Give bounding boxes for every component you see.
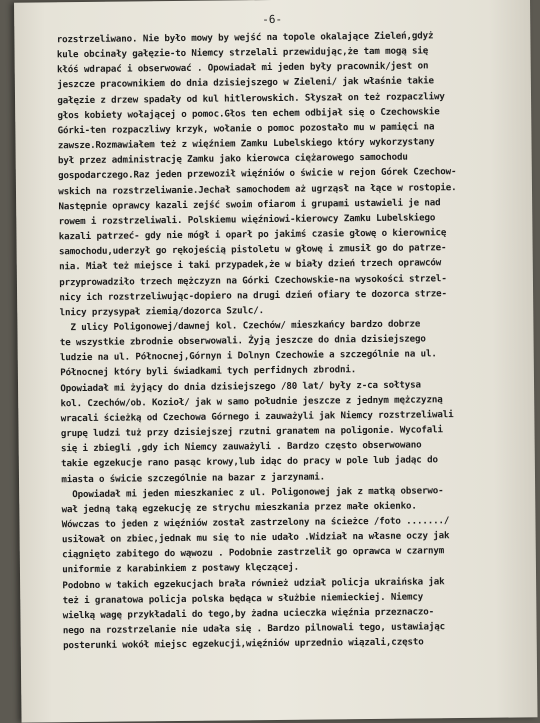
text-line: rowem i rozstrzeliwali. Polskiemu więźniowi-kierowcy Zamku Lubelskiego [26,212,436,228]
typewritten-page [14,0,538,723]
text-line: też i granatowa policja polska będąca w służbie niemieckiej. Niemcy [30,591,424,607]
text-line: Opowiadał mi jeden mieszkaniec z ul. Poligonowej jak z matką obserwo- [29,484,444,501]
text-line: rozstrzeliwano. Nie było mowy by wejść na topole okalające Zieleń,gdyż [24,30,434,46]
text-line: Górki-ten rozpaczliwy krzyk, wołanie o pomoc pozostało mu w pamięci na [25,121,435,137]
text-line: nicy ich rozstrzeliwując-dopiero na drugi dzień ofiary te dozorca strze- [27,287,447,304]
text-line: zawsze.Rozmawiałem też z więźniem Zamku Lubelskiego który wykorzystany [25,136,435,152]
text-line: gałęzie z drzew spadały od kul hitlerowskich. Słyszał on też rozpaczliwy [24,90,445,107]
text-line: jeszcze pracownikiem do dnia dzisiejszego w Zieleni/ jak właśnie takie [24,75,434,92]
document-body [24,27,530,654]
text-line: posterunki wokół miejsc egzekucji,więźniów uprzednio wiązali,często [30,636,424,652]
text-line: usiłował on zbiec,jednak mu się to nie udało .Widział na własne oczy jak [29,530,450,546]
text-line: się i zbiegli ,gdy ich Niemcy zauważyli . Bardzo często obserwowano [28,439,422,455]
text-line: uniformie z karabinkiem z postawy klęczącej. [29,562,300,577]
text-line: lnicy przysypał ziemią/dozorca Szulc/. [27,304,265,319]
text-line: wskich na rozstrzeliwanie.Jechał samochodem aż ugrząsł na łące w rostopie. [25,181,457,198]
text-line: Z ulicy Poligonowej/dawnej kol. Czechów/ mieszkańcy bardzo dobrze [27,318,421,334]
text-line: Podobno w takich egzekucjach brała również udział policja ukraińska jak [30,575,445,592]
page-number: -6- [262,12,283,27]
text-line: ciągnięto zabitego do wąwozu . Podobnie zastrzelił go oprawca w czarnym [29,545,445,561]
text-line: Północnej który byli świadkami tych perfidnych zbrodni. [27,364,357,380]
text-line: Następnie oprawcy kazali zejść swoim ofiarom i grupami ustawieli je nad [26,196,441,213]
text-line: kol. Czechów/ob. Kozioł/ jak w samo południe jeszcze z jednym mężczyzną [28,393,443,410]
text-line: głos kobiety wołającej o pomoc.Głos ten echem odbijał się o Czechowskie [25,106,440,122]
text-line: wielką wagę przykładali do tego,by żadna ucieczka więźnia przeznaczo- [30,606,435,622]
text-line: kule obcinały gałęzie-to Niemcy strzelali przewidując,że tam mogą się [24,45,429,61]
text-line: był przez administrację Zamku jako kierowca ciężarowego samochodu [25,151,408,167]
text-line: gospodarczego.Raz jeden przewoził więźniów o świcie w rejon Górek Czechow- [25,166,457,182]
text-line: nego na rozstrzelanie nie udała się . Bardzo pilnowali tego, ustawiając [30,621,446,637]
text-line: wał jedną taką egzekucję ze strychu mieszkania przez małe okienko. [29,500,417,516]
text-line: kłóś wdrapać i obserwować . Opowiadał mi jeden były pracownik/jest on [24,60,429,76]
text-line: kazali patrzeć- gdy nie mógł i oparł po jakimś czasie głowę o kierownicę [26,227,447,243]
paragraph [27,315,529,487]
text-line: grupę ludzi tuż przy dzisiejszej rzutni granatem na poligonie. Wycofali [28,424,443,440]
text-line: Wówczas to jeden z więźniów został zastrzelony na ścieżce /foto ......./ [29,515,450,531]
text-line: wracali ścieżką od Czechowa Górnego i zauważyli jak Niemcy rozstrzeliwali [28,409,454,425]
text-line: ludzie na ul. Północnej,Górnyn i Dolnyn Czechowie a szczególnie na ul. [27,348,437,364]
text-line: nia. Miał też miejsce i taki przypadek,że w biały dzień trzech oprawców [26,257,442,273]
paragraph [24,27,527,320]
text-line: takie egzekucje rano pasąc krowy,lub idąc do pracy w pole lub jadąc do [28,454,438,470]
text-line: miasta o świcie szczególnie na bazar z jarzynami. [28,471,326,486]
text-line: te wszystkie zbrodnie obserwowali. Żyją jeszcze do dnia dzisiejszego [27,333,426,349]
text-line: samochodu,uderzył go rękojeścią pistoletu w głowę i zmusił go do patrze- [26,242,447,258]
text-line: przyprowadziło trzech mężczyzn na Górki Czechowskie-na wysokości strzel- [26,272,447,289]
text-line: Opowiadał mi żyjący do dnia dzisiejszego /80 lat/ były z-ca sołtysa [27,379,421,395]
paragraph [29,482,531,654]
